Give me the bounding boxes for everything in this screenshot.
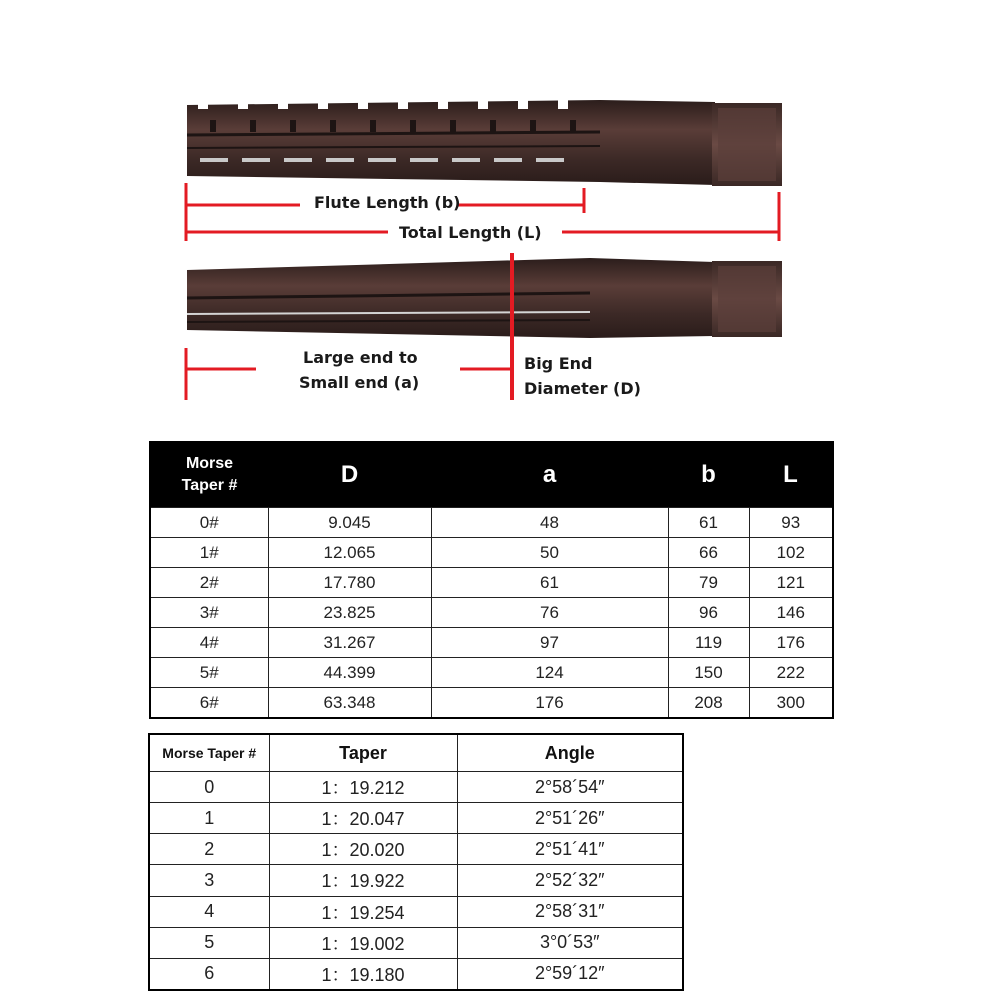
cell-l: 102 (749, 538, 833, 568)
cell-b: 150 (668, 658, 749, 688)
cell-l: 121 (749, 568, 833, 598)
cell-taper-ratio: 1：19.212 (269, 772, 457, 803)
cell-taper-ratio: 1：19.002 (269, 927, 457, 958)
table-row (150, 628, 833, 658)
cell-a: 124 (431, 658, 668, 688)
header-angle: Angle (457, 734, 683, 772)
cell-taper-number: 4 (149, 896, 269, 927)
cell-taper-ratio: 1：19.180 (269, 958, 457, 990)
total-length-label: Total Length (L) (399, 223, 542, 242)
cell-taper-number: 1 (149, 803, 269, 834)
header-taper: Taper (269, 734, 457, 772)
cell-taper-number: 0 (149, 772, 269, 803)
cell-taper-number: 6 (149, 958, 269, 990)
header-morse-taper: Morse Taper # (149, 734, 269, 772)
cell-a: 97 (431, 628, 668, 658)
table-row (149, 772, 683, 803)
finishing-reamer (187, 258, 782, 338)
table-row (150, 658, 833, 688)
cell-angle: 2°52´32″ (457, 865, 683, 896)
cell-taper-number: 5 (149, 927, 269, 958)
cell-l: 300 (749, 688, 833, 719)
cell-a: 176 (431, 688, 668, 719)
cell-a: 76 (431, 598, 668, 628)
cell-taper: 5# (150, 658, 268, 688)
dimension-table (149, 441, 834, 719)
large-end-label-line1: Large end to (303, 348, 418, 367)
dimension-table-header (150, 442, 833, 508)
cell-b: 96 (668, 598, 749, 628)
cell-d: 17.780 (268, 568, 431, 598)
cell-b: 119 (668, 628, 749, 658)
cell-taper-ratio: 1：20.047 (269, 803, 457, 834)
header-a: a (431, 442, 668, 508)
table-row (149, 896, 683, 927)
cell-taper-ratio: 1：20.020 (269, 834, 457, 865)
cell-a: 48 (431, 508, 668, 538)
cell-l: 146 (749, 598, 833, 628)
cell-b: 61 (668, 508, 749, 538)
cell-taper: 1# (150, 538, 268, 568)
big-end-label-line2: Diameter (D) (524, 379, 641, 398)
taper-table-header (149, 734, 683, 772)
table-row (149, 803, 683, 834)
table-row (149, 958, 683, 990)
cell-d: 9.045 (268, 508, 431, 538)
header-b: b (668, 442, 749, 508)
cell-d: 23.825 (268, 598, 431, 628)
big-end-label-line1: Big End (524, 354, 593, 373)
cell-taper: 6# (150, 688, 268, 719)
table-row (149, 865, 683, 896)
table-row (150, 508, 833, 538)
cell-angle: 2°51´41″ (457, 834, 683, 865)
cell-taper-number: 3 (149, 865, 269, 896)
cell-taper-number: 2 (149, 834, 269, 865)
cell-d: 44.399 (268, 658, 431, 688)
cell-a: 50 (431, 538, 668, 568)
taper-angle-table (148, 733, 684, 991)
table-row (150, 688, 833, 719)
cell-b: 79 (668, 568, 749, 598)
cell-taper: 0# (150, 508, 268, 538)
cell-taper: 2# (150, 568, 268, 598)
table-row (150, 598, 833, 628)
cell-angle: 2°51´26″ (457, 803, 683, 834)
cell-l: 176 (749, 628, 833, 658)
large-end-label-line2: Small end (a) (299, 373, 420, 392)
cell-angle: 2°59´12″ (457, 958, 683, 990)
cell-angle: 2°58´31″ (457, 896, 683, 927)
table-row (150, 568, 833, 598)
flute-length-label: Flute Length (b) (314, 193, 461, 212)
table-row (149, 927, 683, 958)
cell-d: 63.348 (268, 688, 431, 719)
cell-a: 61 (431, 568, 668, 598)
header-morse-taper: Morse Taper # (150, 442, 268, 508)
header-d: D (268, 442, 431, 508)
cell-taper-ratio: 1：19.922 (269, 865, 457, 896)
cell-l: 93 (749, 508, 833, 538)
cell-d: 12.065 (268, 538, 431, 568)
table-row (149, 834, 683, 865)
reamer-diagram (0, 0, 1001, 430)
cell-b: 208 (668, 688, 749, 719)
cell-d: 31.267 (268, 628, 431, 658)
cell-b: 66 (668, 538, 749, 568)
cell-taper: 4# (150, 628, 268, 658)
cell-taper: 3# (150, 598, 268, 628)
roughing-reamer (187, 100, 782, 186)
table-row (150, 538, 833, 568)
cell-angle: 3°0´53″ (457, 927, 683, 958)
cell-angle: 2°58´54″ (457, 772, 683, 803)
cell-taper-ratio: 1：19.254 (269, 896, 457, 927)
cell-l: 222 (749, 658, 833, 688)
header-l: L (749, 442, 833, 508)
